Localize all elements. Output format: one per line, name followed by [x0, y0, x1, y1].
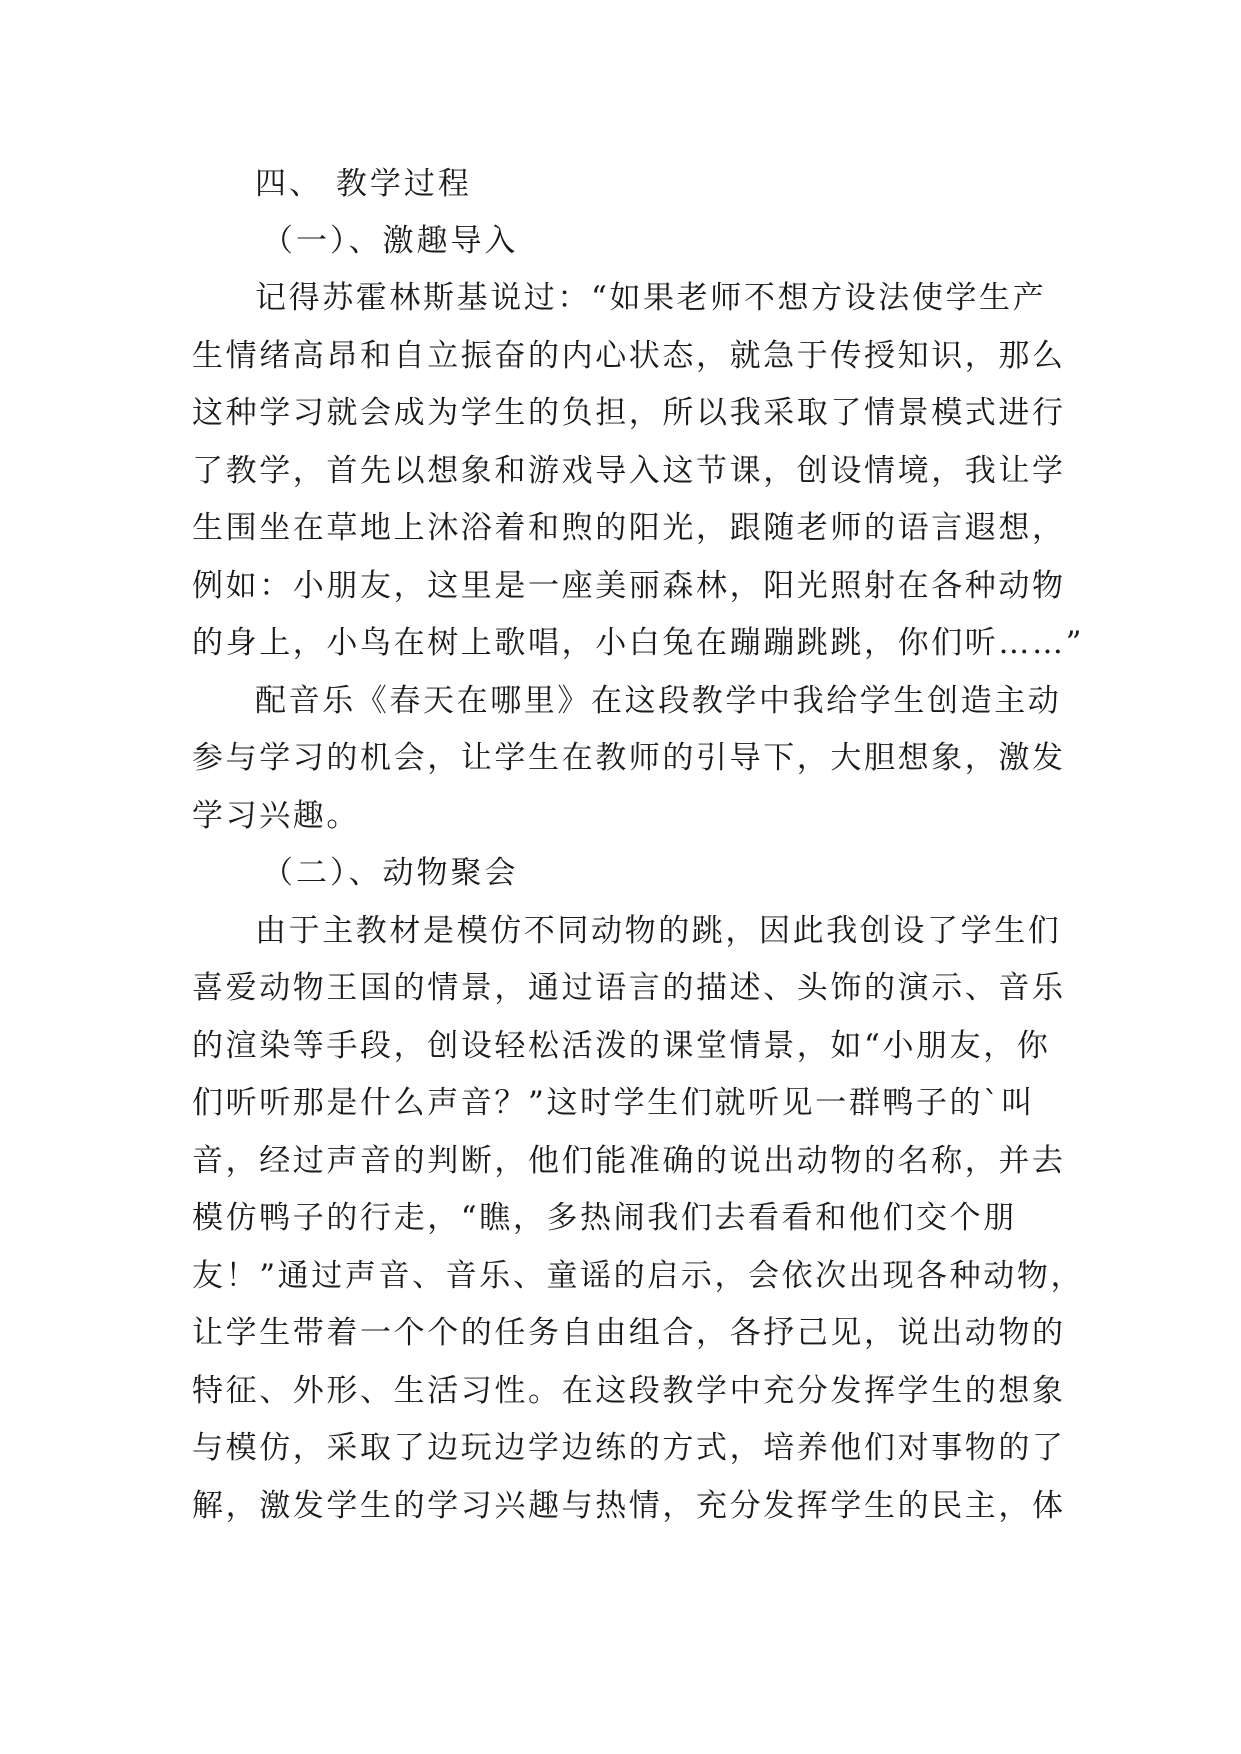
paragraph-line: 了教学，首先以想象和游戏导入这节课，创设情境，我让学	[192, 453, 1066, 489]
paragraph-line: 特征、外形、生活习性。在这段教学中充分发挥学生的想象	[192, 1373, 1066, 1409]
paragraph-line: 的身上，小鸟在树上歌唱，小白兔在蹦蹦跳跳，你们听……”	[192, 625, 1085, 661]
paragraph-line: 音，经过声音的判断，他们能准确的说出动物的名称，并去	[192, 1143, 1066, 1179]
paragraph-line: 生情绪高昂和自立振奋的内心状态，就急于传授知识，那么	[192, 338, 1066, 374]
paragraph-line: 们听听那是什么声音？”这时学生们就听见一群鸭子的`叫	[192, 1085, 1035, 1121]
paragraph-line: 与模仿，采取了边玩边学边练的方式，培养他们对事物的了	[192, 1430, 1066, 1466]
paragraph-line: 友！”通过声音、音乐、童谣的启示，会依次出现各种动物，	[192, 1258, 1085, 1294]
paragraph-line: 的渲染等手段，创设轻松活泼的课堂情景，如“小朋友，你	[192, 1028, 1051, 1064]
paragraph-line: 由于主教材是模仿不同动物的跳，因此我创设了学生们	[255, 913, 1062, 949]
paragraph-line: 参与学习的机会，让学生在教师的引导下，大胆想象，激发	[192, 740, 1066, 776]
paragraph-line: 模仿鸭子的行走，“瞧，多热闹我们去看看和他们交个朋	[192, 1200, 1017, 1236]
paragraph-line: 生围坐在草地上沐浴着和煦的阳光，跟随老师的语言遐想，	[192, 510, 1066, 546]
paragraph-line: 学习兴趣。	[192, 798, 360, 834]
paragraph-line: 例如：小朋友，这里是一座美丽森林，阳光照射在各种动物	[192, 568, 1066, 604]
paragraph-line: 记得苏霍林斯基说过：“如果老师不想方设法使学生产	[255, 280, 1047, 316]
paragraph-line: 解，激发学生的学习兴趣与热情，充分发挥学生的民主，体	[192, 1488, 1066, 1524]
paragraph-line: 让学生带着一个个的任务自由组合，各抒己见，说出动物的	[192, 1315, 1066, 1351]
subsection-heading: （一）、激趣导入	[262, 223, 519, 259]
paragraph-line: 喜爱动物王国的情景，通过语言的描述、头饰的演示、音乐	[192, 970, 1066, 1006]
subsection-heading: （二）、动物聚会	[262, 855, 519, 891]
paragraph-line: 这种学习就会成为学生的负担，所以我采取了情景模式进行	[192, 395, 1066, 431]
paragraph-line: 配音乐《春天在哪里》在这段教学中我给学生创造主动	[255, 683, 1062, 719]
section-heading: 四、 教学过程	[255, 166, 472, 202]
